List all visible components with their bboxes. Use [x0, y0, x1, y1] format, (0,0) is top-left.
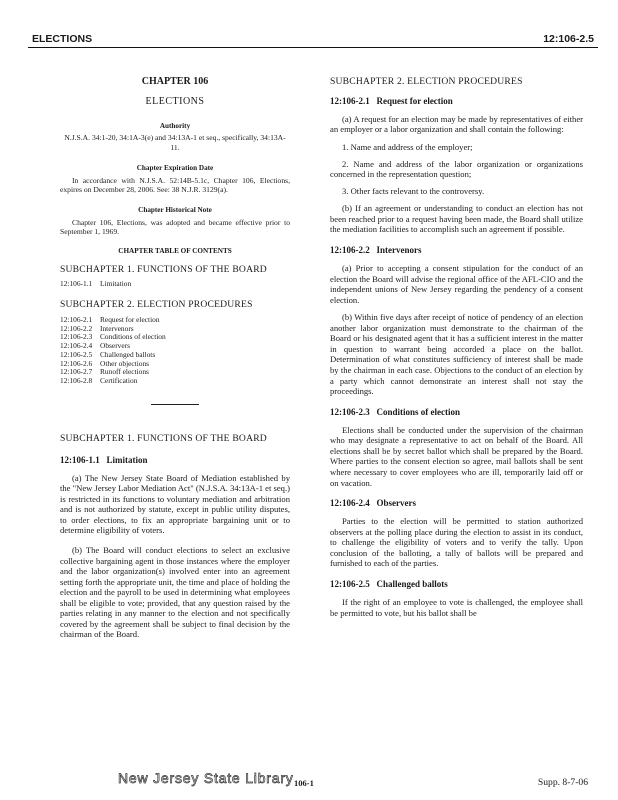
- supplement-date: Supp. 8-7-06: [537, 777, 588, 788]
- toc-entry-number: 12:106-2.3: [60, 332, 93, 342]
- header-section-number: 12:106-2.5: [543, 33, 594, 45]
- section-heading-2-5: 12:106-2.5 Challenged ballots: [330, 579, 448, 590]
- right-column: [330, 76, 583, 625]
- section-heading-2-2: 12:106-2.2 Intervenors: [330, 244, 422, 255]
- toc-entry-title: Intervenors: [100, 323, 134, 333]
- left-column: [60, 76, 290, 647]
- section-divider: [151, 404, 199, 405]
- authority-text: N.J.S.A. 34:1-20, 34:1A-3(e) and 34:13A-1 et seq., specifically, 34:13A-11.: [64, 133, 286, 152]
- page-number: 106-1: [294, 778, 314, 788]
- table-of-contents-heading: CHAPTER TABLE OF CONTENTS: [118, 246, 232, 255]
- section-heading-2-1: 12:106-2.1 Request for election: [330, 95, 453, 106]
- toc-entry-number: 12:106-2.7: [60, 367, 93, 377]
- section-1-1-paragraph-b: (b) The Board will conduct elections to select an exclusive collective bargaining agent in those instances where the employer and the labor organization(s) involved enter into an agreement setting forth the appropriate unit, the time and place of holding the election and the payroll to be used in determining what employees shall be eligible to vote; provided, that any question raised by the parties relating in any manner to the election and not specifically covered by the agreement shall be subject to final decision by the chairman of the Board.: [60, 544, 290, 640]
- toc-entry-title: Observers: [100, 341, 130, 351]
- section-2-1-list: [330, 142, 583, 196]
- toc-subchapter-2-title: SUBCHAPTER 2. ELECTION PROCEDURES: [60, 299, 253, 311]
- toc-entry: [60, 280, 131, 289]
- section-heading-2-3: 12:106-2.3 Conditions of election: [330, 406, 460, 417]
- toc-entry: [60, 377, 166, 386]
- list-item: 3. Other facts relevant to the controversy.: [342, 185, 485, 196]
- authority-heading: Authority: [159, 121, 191, 130]
- toc-entry-number: 12:106-2.1: [60, 314, 93, 324]
- list-item: 1. Name and address of the employer;: [342, 141, 473, 152]
- expiration-text: In accordance with N.J.S.A. 52:14B-5.1c, Chapter 106, Elections, expires on December 28, 2006. See: 38 N.J.R. 3129(a).: [60, 175, 290, 195]
- toc-entry-number: 12:106-1.1: [60, 279, 93, 289]
- historical-note-text: Chapter 106, Elections, was adopted and became effective prior to September 1, 1969.: [60, 218, 290, 237]
- toc-entry-number: 12:106-2.2: [60, 323, 93, 333]
- section-2-5-text: If the right of an employee to vote is challenged, the employee shall be permitted to vote, but his ballot shall be: [330, 597, 583, 618]
- section-heading-2-4: 12:106-2.4 Observers: [330, 498, 416, 509]
- section-2-2-paragraph-b: (b) Within five days after receipt of notice of pendency of an election another labor organization must demonstrate to the chairman of the Board or his designated agent that it has a sufficient interest in the matter in question to warrant being accorded a place on the ballot. Determination of what constitutes sufficiency of interest shall be made by the chairman in each case. Objections to the conduct of an election by a party which cannot demonstrate an interest shall not stay the proceedings.: [330, 312, 583, 397]
- section-1-1-paragraph-a: (a) The New Jersey State Board of Mediation established by the "New Jersey Labor Mediation Act" (N.J.S.A. 34:13A-1 et seq.) is restricted in its functions to voluntary mediation and arbitration and is not authorized by statute, except in public utility disputes, to order elections, to fix an appropriate bargaining unit or to determine eligibility of voters.: [60, 472, 290, 536]
- toc-subchapter-2-list: [60, 316, 166, 386]
- chapter-name: ELECTIONS: [145, 96, 205, 108]
- toc-entry-number: 12:106-2.6: [60, 358, 93, 368]
- toc-entry-title: Runoff elections: [100, 367, 149, 377]
- toc-entry-title: Conditions of election: [100, 332, 166, 342]
- toc-subchapter-1-title: SUBCHAPTER 1. FUNCTIONS OF THE BOARD: [60, 263, 267, 275]
- toc-entry-number: 12:106-2.4: [60, 341, 93, 351]
- toc-entry-title: Limitation: [100, 279, 132, 289]
- toc-entry-number: 12:106-2.8: [60, 376, 93, 385]
- section-2-3-text: Elections shall be conducted under the supervision of the chairman who may designate a representative to act on behalf of the Board. All elections shall be by secret ballot which shall be prepared by the Board. Where parties to the consent election so agree, mail ballots shall be sent where necessary to cover employees who are ill, temporarily laid off or on vacation.: [330, 424, 583, 488]
- subchapter-2-title: SUBCHAPTER 2. ELECTION PROCEDURES: [330, 76, 523, 87]
- toc-entry-title: Request for election: [100, 314, 160, 324]
- historical-note-heading: Chapter Historical Note: [138, 206, 212, 215]
- toc-entry-title: Challenged ballots: [100, 349, 156, 359]
- chapter-title: CHAPTER 106: [141, 76, 209, 87]
- list-item: 2. Name and address of the labor organization or organizations concerned in the representation question;: [330, 158, 583, 180]
- subchapter-1-title: SUBCHAPTER 1. FUNCTIONS OF THE BOARD: [60, 432, 267, 444]
- section-2-1-paragraph-b: (b) If an agreement or understanding to conduct an election has not been reached prior to a request having been made, the Board shall utilize the mediation facilities to accomplish such an agreement if possible.: [330, 203, 583, 235]
- library-watermark: New Jersey State Library: [118, 770, 294, 786]
- running-header: [28, 33, 598, 48]
- header-title: ELECTIONS: [32, 33, 93, 45]
- toc-entry-title: Certification: [100, 376, 138, 385]
- expiration-heading: Chapter Expiration Date: [136, 163, 214, 172]
- section-2-4-text: Parties to the election will be permitted to station authorized observers at the polling place during the election to assist in its conduct, to challenge the eligibility of voters and to verify the tally. Upon conclusion of the balloting, a tally of ballots will be prepared and furnished to each of the parties.: [330, 516, 583, 569]
- toc-entry-number: 12:106-2.5: [60, 349, 93, 359]
- section-2-2-paragraph-a: (a) Prior to accepting a consent stipulation for the conduct of an election the Board will advise the regional office of the AFL-CIO and the independent unions of New Jersey regarding the pendency of a consent election.: [330, 262, 583, 305]
- toc-subchapter-1-list: [60, 280, 131, 289]
- section-heading-1-1: 12:106-1.1 Limitation: [60, 454, 148, 465]
- toc-entry-title: Other objections: [100, 358, 150, 368]
- section-2-1-paragraph-a: (a) A request for an election may be made by representatives of either an employer or a labor organization and shall contain the following:: [330, 113, 583, 135]
